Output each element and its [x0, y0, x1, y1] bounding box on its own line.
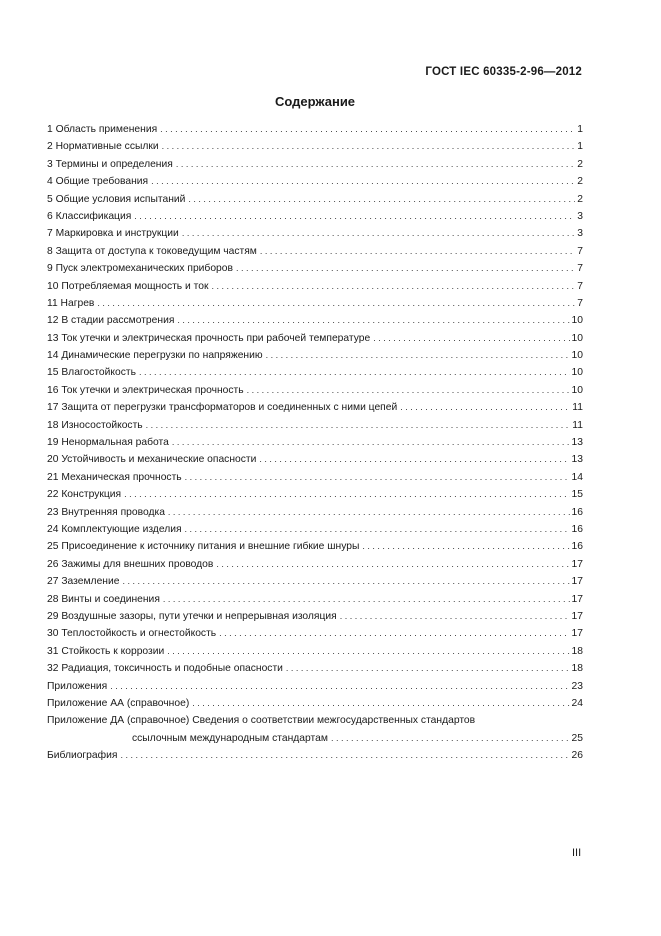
- dot-leader: [176, 156, 575, 173]
- toc-entry: [47, 469, 583, 486]
- toc-entry-label: 6 Классификация: [47, 210, 132, 222]
- toc-entry-label: 3 Термины и определения: [47, 158, 173, 170]
- document-code: ГОСТ IEC 60335-2-96—2012: [425, 66, 582, 78]
- dot-leader: [400, 399, 570, 416]
- toc-entry-page: 2: [577, 176, 583, 188]
- toc-entry-label: Библиография: [47, 750, 118, 762]
- toc-entry-page: 7: [577, 280, 583, 292]
- toc-entry: [47, 225, 583, 242]
- toc-entry: [47, 504, 583, 521]
- toc-entry: [47, 243, 583, 260]
- toc-entry-page: 17: [571, 628, 583, 640]
- toc-entry-label: 11 Нагрев: [47, 297, 95, 309]
- toc-entry-page: 14: [571, 471, 583, 483]
- toc-entry-page: 10: [571, 332, 583, 344]
- toc-entry-label: 12 В стадии рассмотрения: [47, 315, 175, 327]
- toc-entry: [47, 399, 583, 416]
- toc-entry: [47, 678, 583, 695]
- toc-entry-label: 16 Ток утечки и электрическая прочность: [47, 384, 244, 396]
- table-of-contents: [47, 121, 583, 764]
- toc-entry-label: 13 Ток утечки и электрическая прочность при рабочей температуре: [47, 332, 371, 344]
- toc-entry-label: Приложение ДА (справочное) Сведения о соответствии межгосударственных стандартов: [47, 715, 476, 727]
- dot-leader: [134, 208, 575, 225]
- toc-entry-label: 31 Стойкость к коррозии: [47, 645, 165, 657]
- dot-leader: [185, 521, 570, 538]
- dot-leader: [259, 451, 569, 468]
- toc-entry-page: 10: [571, 384, 583, 396]
- toc-entry-page: 7: [577, 297, 583, 309]
- toc-entry: [47, 156, 583, 173]
- dot-leader: [362, 538, 569, 555]
- dot-leader: [110, 678, 569, 695]
- toc-entry: [47, 330, 583, 347]
- dot-leader: [340, 608, 570, 625]
- toc-entry-page: 16: [571, 541, 583, 553]
- toc-entry-page: 7: [577, 263, 583, 275]
- dot-leader: [124, 486, 569, 503]
- toc-entry: [47, 643, 583, 660]
- toc-entry: [47, 747, 583, 764]
- dot-leader: [216, 556, 569, 573]
- toc-entry: [47, 434, 583, 451]
- toc-entry: [47, 608, 583, 625]
- toc-entry-label: 2 Нормативные ссылки: [47, 141, 159, 153]
- toc-entry-label: 14 Динамические перегрузки по напряжению: [47, 350, 263, 362]
- toc-entry-page: 1: [577, 124, 583, 135]
- dot-leader: [185, 469, 570, 486]
- dot-leader: [167, 643, 569, 660]
- toc-entry: [47, 417, 583, 434]
- toc-entry-page: 11: [572, 402, 583, 414]
- dot-leader: [247, 382, 570, 399]
- dot-leader: [219, 625, 569, 642]
- toc-entry-page: 11: [572, 419, 583, 431]
- toc-entry: [47, 278, 583, 295]
- toc-entry-page: 25: [571, 732, 583, 744]
- dot-leader: [139, 364, 570, 381]
- toc-entry-label: ссылочным международным стандартам: [132, 732, 328, 744]
- toc-entry-label: 32 Радиация, токсичность и подобные опасности: [47, 663, 283, 675]
- toc-entry-page: 24: [571, 697, 583, 709]
- toc-entry-page: 17: [571, 558, 583, 570]
- toc-entry: [47, 556, 583, 573]
- toc-entry-page: 3: [577, 210, 583, 222]
- toc-entry: [47, 191, 583, 208]
- dot-leader: [163, 591, 570, 608]
- toc-entry-label: 28 Винты и соединения: [47, 593, 160, 605]
- toc-entry-page: 10: [571, 315, 583, 327]
- dot-leader: [192, 695, 569, 712]
- dot-leader: [168, 504, 570, 521]
- toc-entry-label: 5 Общие условия испытаний: [47, 193, 186, 205]
- toc-entry: [47, 695, 583, 712]
- toc-entry-label: 18 Износостойкость: [47, 419, 143, 431]
- dot-leader: [188, 191, 575, 208]
- dot-leader: [97, 295, 575, 312]
- toc-entry-page: 15: [571, 489, 583, 501]
- dot-leader: [151, 173, 575, 190]
- toc-entry-page: 13: [571, 437, 583, 449]
- dot-leader: [236, 260, 575, 277]
- toc-entry-label: 27 Заземление: [47, 576, 120, 588]
- toc-entry-label: 22 Конструкция: [47, 489, 122, 501]
- toc-entry: [47, 121, 583, 138]
- dot-leader: [331, 730, 570, 747]
- toc-entry-page: 16: [571, 506, 583, 518]
- toc-entry-label: 19 Ненормальная работа: [47, 437, 169, 449]
- toc-entry-continuation: [47, 730, 583, 747]
- page-title: Содержание: [274, 94, 356, 109]
- toc-entry-label: 15 Влагостойкость: [47, 367, 136, 379]
- toc-entry-page: 13: [571, 454, 583, 466]
- toc-entry-label: 23 Внутренняя проводка: [47, 506, 165, 518]
- toc-entry-page: 17: [571, 610, 583, 622]
- toc-entry: [47, 364, 583, 381]
- page-number: III: [572, 847, 582, 859]
- dot-leader: [122, 573, 569, 590]
- toc-entry: [47, 625, 583, 642]
- toc-entry: [47, 208, 583, 225]
- toc-entry-page: 18: [571, 663, 583, 675]
- toc-entry: [47, 486, 583, 503]
- dot-leader: [146, 417, 571, 434]
- toc-entry-page: 3: [577, 228, 583, 240]
- toc-entry: [47, 260, 583, 277]
- toc-entry-label: 10 Потребляемая мощность и ток: [47, 280, 209, 292]
- dot-leader: [373, 330, 569, 347]
- dot-leader: [260, 243, 575, 260]
- toc-entry: [47, 312, 583, 329]
- toc-entry: [47, 660, 583, 677]
- toc-entry-page: 17: [571, 593, 583, 605]
- toc-entry-label: 7 Маркировка и инструкции: [47, 228, 179, 240]
- toc-entry: [47, 573, 583, 590]
- toc-entry-page: 7: [577, 245, 583, 257]
- toc-entry-label: Приложения: [47, 680, 108, 692]
- toc-entry-page: 10: [571, 350, 583, 362]
- dot-leader: [286, 660, 570, 677]
- toc-entry-page: 2: [577, 158, 583, 170]
- toc-entry: [47, 591, 583, 608]
- toc-entry-page: 10: [571, 367, 583, 379]
- toc-entry: [47, 451, 583, 468]
- toc-entry-label: 4 Общие требования: [47, 176, 149, 188]
- toc-entry: [47, 521, 583, 538]
- toc-entry-page: 18: [571, 645, 583, 657]
- dot-leader: [172, 434, 570, 451]
- toc-entry-page: 1: [577, 141, 583, 153]
- toc-entry-page: 26: [571, 750, 583, 762]
- dot-leader: [211, 278, 575, 295]
- dot-leader: [162, 138, 576, 155]
- dot-leader: [182, 225, 575, 242]
- toc-entry-label: 24 Комплектующие изделия: [47, 523, 182, 535]
- toc-entry-page: 16: [571, 523, 583, 535]
- toc-entry-label: 26 Зажимы для внешних проводов: [47, 558, 214, 570]
- toc-entry: [47, 382, 583, 399]
- toc-entry: [47, 347, 583, 364]
- toc-entry-label: 29 Воздушные зазоры, пути утечки и непрерывная изоляция: [47, 610, 337, 622]
- toc-entry-label: 20 Устойчивость и механические опасности: [47, 454, 257, 466]
- toc-entry-label: 17 Защита от перегрузки трансформаторов и соединенных с ними цепей: [47, 402, 398, 414]
- toc-entry-label: 30 Теплостойкость и огнестойкость: [47, 628, 217, 640]
- toc-entry-label: 25 Присоединение к источнику питания и внешние гибкие шнуры: [47, 541, 360, 553]
- toc-entry: [47, 538, 583, 555]
- dot-leader: [120, 747, 569, 764]
- toc-entry: [47, 138, 583, 155]
- toc-entry: [47, 295, 583, 312]
- dot-leader: [160, 121, 575, 138]
- dot-leader: [177, 312, 569, 329]
- toc-entry-page: 2: [577, 193, 583, 205]
- toc-entry-page: 23: [571, 680, 583, 692]
- dot-leader: [266, 347, 570, 364]
- toc-entry-label: 8 Защита от доступа к токоведущим частям: [47, 245, 257, 257]
- toc-entry-label: 1 Область применения: [47, 124, 158, 135]
- toc-entry-label: 9 Пуск электромеханических приборов: [47, 263, 233, 275]
- toc-entry-page: 17: [571, 576, 583, 588]
- toc-entry-appendix-da: [47, 712, 583, 747]
- toc-entry-label: 21 Механическая прочность: [47, 471, 182, 483]
- toc-entry-label: Приложение АА (справочное): [47, 697, 190, 709]
- toc-entry: [47, 173, 583, 190]
